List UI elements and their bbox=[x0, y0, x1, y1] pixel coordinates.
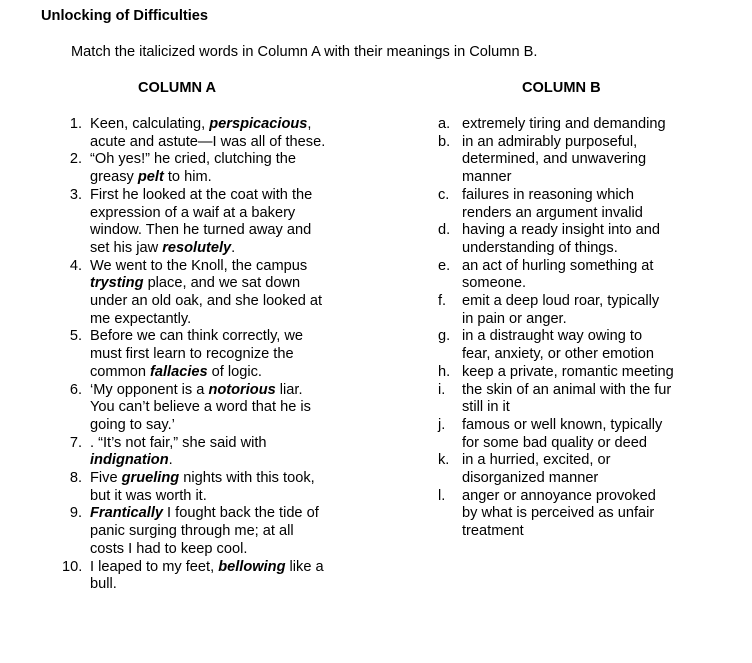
item-letter: c. bbox=[438, 186, 450, 203]
column-a-item-9 bbox=[62, 505, 330, 558]
item-letter: d. bbox=[438, 222, 451, 239]
item-number: 1. bbox=[69, 116, 82, 132]
column-b-item-h bbox=[434, 364, 674, 382]
column-a-item-4 bbox=[62, 258, 330, 329]
keyword: Frantically bbox=[90, 505, 163, 522]
item-letter: b. bbox=[438, 133, 451, 150]
sentence-before: We went to the Knoll, the campus bbox=[90, 257, 308, 274]
item-letter: i. bbox=[438, 381, 446, 398]
item-letter: e. bbox=[438, 257, 451, 274]
instruction-text: Match the italicized words in Column A with their meanings in Column B. bbox=[71, 44, 538, 60]
item-number: 4. bbox=[69, 257, 82, 274]
keyword: indignation bbox=[90, 452, 169, 469]
column-a-item-2 bbox=[62, 151, 330, 186]
item-letter: f. bbox=[438, 293, 447, 310]
item-number: 10. bbox=[62, 558, 83, 575]
column-a-item-8 bbox=[62, 470, 330, 505]
keyword: resolutely bbox=[162, 239, 232, 256]
item-number: 5. bbox=[69, 328, 82, 345]
sentence-before: First he looked at the coat with the expression of a waif at a bakery window. Then he turned away and set his jaw bbox=[90, 186, 313, 256]
sentence-after: I fought back the tide of panic surging through me; at all costs I had to keep cool. bbox=[90, 505, 319, 557]
column-b-item-g bbox=[434, 328, 674, 363]
keyword: notorious bbox=[208, 381, 276, 398]
column-b-item-l bbox=[434, 488, 674, 541]
definition-text: the skin of an animal with the fur still in it bbox=[462, 381, 672, 416]
keyword: perspicacious bbox=[209, 116, 308, 132]
definition-text: in a distraught way owing to fear, anxiety, or other emotion bbox=[462, 328, 654, 363]
definition-text: in a hurried, excited, or disorganized manner bbox=[462, 452, 611, 487]
definition-text: famous or well known, typically for some bad quality or deed bbox=[462, 416, 663, 451]
column-a-header: COLUMN A bbox=[138, 80, 217, 96]
column-b-item-a bbox=[434, 116, 674, 134]
document-title: Unlocking of Difficulties bbox=[41, 8, 209, 24]
definition-text: keep a private, romantic meeting bbox=[462, 363, 674, 380]
column-a-item-10 bbox=[62, 559, 330, 594]
column-b-item-b bbox=[434, 134, 674, 187]
column-a-item-7 bbox=[62, 435, 330, 470]
keyword: fallacies bbox=[150, 363, 208, 380]
sentence-after: . bbox=[168, 452, 173, 469]
sentence-after: liar. You can’t believe a word that he is going to say.’ bbox=[90, 381, 311, 433]
column-a-item-1 bbox=[62, 116, 330, 151]
column-b-list bbox=[434, 116, 674, 541]
sentence-after: like a bull. bbox=[90, 558, 324, 593]
definition-text: in an admirably purposeful, determined, and unwavering manner bbox=[462, 133, 647, 186]
column-b-item-c bbox=[434, 187, 674, 222]
sentence-before: “Oh yes!” he cried, clutching the greasy bbox=[90, 151, 297, 186]
column-b-item-f bbox=[434, 293, 674, 328]
keyword: grueling bbox=[121, 470, 180, 487]
item-number: 8. bbox=[69, 470, 82, 487]
definition-text: extremely tiring and demanding bbox=[462, 116, 666, 132]
column-a-list bbox=[62, 116, 330, 594]
sentence-after: to him. bbox=[163, 169, 212, 186]
definition-text: failures in reasoning which renders an argument invalid bbox=[462, 186, 643, 221]
sentence-after: nights with this took, but it was worth it. bbox=[90, 470, 315, 504]
column-a-item-5 bbox=[62, 328, 330, 381]
item-number: 2. bbox=[69, 151, 82, 168]
sentence-after: place, and we sat down under an old oak, and she looked at me expectantly. bbox=[90, 275, 323, 327]
definition-text: emit a deep loud roar, typically in pain or anger. bbox=[462, 293, 660, 327]
keyword: trysting bbox=[90, 275, 144, 292]
item-letter: g. bbox=[438, 328, 451, 345]
item-letter: a. bbox=[438, 116, 451, 132]
column-a-item-3 bbox=[62, 187, 330, 258]
item-number: 3. bbox=[69, 186, 82, 203]
sentence-after: . bbox=[231, 239, 236, 256]
definition-text: an act of hurling something at someone. bbox=[462, 257, 654, 292]
item-letter: j. bbox=[438, 416, 446, 433]
sentence-before: I leaped to my feet, bbox=[90, 558, 219, 575]
sentence-before: ‘My opponent is a bbox=[90, 381, 209, 398]
sentence-after: of logic. bbox=[207, 363, 262, 380]
sentence-before: . “It’s not fair,” she said with bbox=[90, 434, 267, 451]
column-a-item-6 bbox=[62, 382, 330, 435]
keyword: bellowing bbox=[218, 558, 286, 575]
definition-text: anger or annoyance provoked by what is perceived as unfair treatment bbox=[462, 487, 656, 540]
item-letter: l. bbox=[438, 487, 446, 504]
column-b-item-j bbox=[434, 417, 674, 452]
column-b-header: COLUMN B bbox=[522, 80, 601, 96]
sentence-before: Five bbox=[90, 470, 122, 487]
item-number: 7. bbox=[69, 434, 82, 451]
keyword: pelt bbox=[137, 169, 164, 186]
sentence-before: Before we can think correctly, we must first learn to recognize the common bbox=[90, 328, 304, 380]
sentence-after: , acute and astute—I was all of these. bbox=[90, 116, 326, 150]
column-b-item-d bbox=[434, 222, 674, 257]
column-b-item-i bbox=[434, 382, 674, 417]
sentence-before: Keen, calculating, bbox=[90, 116, 210, 132]
column-b-item-e bbox=[434, 258, 674, 293]
item-letter: k. bbox=[438, 452, 450, 469]
item-number: 9. bbox=[69, 505, 82, 522]
column-b-item-k bbox=[434, 452, 674, 487]
definition-text: having a ready insight into and understanding of things. bbox=[462, 222, 660, 256]
item-number: 6. bbox=[69, 381, 82, 398]
item-letter: h. bbox=[438, 363, 451, 380]
